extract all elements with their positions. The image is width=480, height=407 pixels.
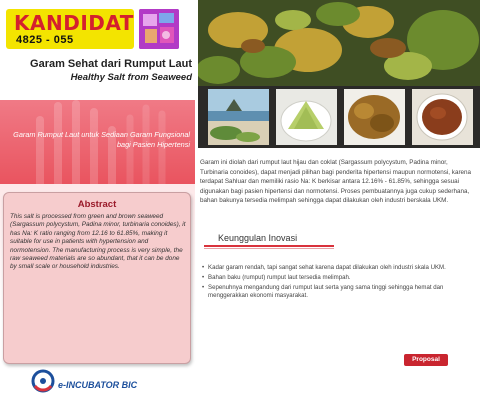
subtitle-banner bbox=[0, 100, 195, 184]
abstract-box bbox=[3, 192, 191, 364]
logo-text: e-INCUBATOR BIC bbox=[58, 380, 138, 390]
title-english: Healthy Salt from Seaweed bbox=[70, 72, 192, 83]
title-indonesian: Garam Sehat dari Rumput Laut bbox=[30, 58, 192, 70]
thumbnail-seaweed-powder bbox=[412, 89, 473, 145]
thumbnail-dried-seaweed bbox=[344, 89, 405, 145]
abstract-body: This salt is processed from green and brown seaweed (Sargassum polycystum, Padina minor, turbinaria conoides), it has Na: K ratio ranging from 12.16 to 61.85%, making it suitable for use in patients with hypertension and normotension. The manufacturing process is very simple, the raw seaweed materials are so abundant, that it can be done by small scale or household industries. bbox=[10, 213, 186, 271]
innovation-underline-secondary bbox=[204, 248, 334, 249]
thumbnail-salt-pile bbox=[276, 89, 337, 145]
bullet-icon: • bbox=[202, 283, 205, 291]
badge-thumbnail-image bbox=[139, 9, 179, 49]
list-item: • Bahan baku (rumput) rumput laut tersedia melimpah. bbox=[202, 273, 351, 281]
dried-seaweed-photo-icon bbox=[344, 89, 405, 145]
thumbnail-strip bbox=[198, 86, 480, 148]
colorful-collage-icon bbox=[139, 9, 179, 49]
innovation-list bbox=[202, 264, 478, 302]
proposal-button[interactable]: Proposal bbox=[404, 354, 448, 366]
salt-pile-photo-icon bbox=[276, 89, 337, 145]
candidate-label: KANDIDAT bbox=[14, 11, 134, 35]
e-incubator-ring-icon bbox=[30, 368, 56, 394]
thumbnail-beach bbox=[208, 89, 269, 145]
bullet-icon: • bbox=[202, 264, 205, 271]
description-text: Garam ini diolah dari rumput laut hijau dan coklat (Sargassum polycystum, Padina minor, Turbinaria conoides), dapat menjadi pilihan bagi penderita hipertensi maupun normotensi, karena terdapat Sahluar dan memiliki rasio Na: K berkisar antara 12.16% - 61.85%, sehingga sesuai digunakan bagi pasien hipertensi dan normotensi. Proses pembuatannya juga cukup sederhana, bahan bakunya tersedia melimpah sehingga dapat dilakukan oleh industri berskala UKM. bbox=[200, 159, 472, 205]
list-item: • Sepenuhnya mengandung dari rumput laut serta yang sama tinggi sehingga hemat dan menggerakkan ekonomi masyarakat. bbox=[202, 283, 444, 299]
seaweed-photo-icon bbox=[198, 0, 480, 86]
candidate-number: 4825 - 055 bbox=[16, 34, 74, 46]
abstract-heading: Abstract bbox=[77, 199, 117, 210]
seaweed-powder-photo-icon bbox=[412, 89, 473, 145]
innovation-underline bbox=[204, 245, 334, 247]
right-column bbox=[198, 0, 480, 407]
e-incubator-logo bbox=[30, 368, 160, 402]
list-item: • Kadar garam rendah, tapi sangat sehat karena dapat dilakukan oleh industri skala UKM. bbox=[202, 264, 446, 271]
subtitle-text: Garam Rumput Laut untuk Sediaan Garam Fungsional bagi Pasien Hipertensi bbox=[13, 130, 190, 149]
seaweed-hero-image bbox=[198, 0, 480, 86]
innovation-heading: Keunggulan Inovasi bbox=[218, 233, 298, 243]
beach-photo-icon bbox=[208, 89, 269, 145]
bullet-icon: • bbox=[202, 273, 205, 281]
left-column bbox=[0, 0, 195, 407]
innovation-section-header bbox=[204, 233, 334, 247]
candidate-badge bbox=[6, 9, 134, 49]
